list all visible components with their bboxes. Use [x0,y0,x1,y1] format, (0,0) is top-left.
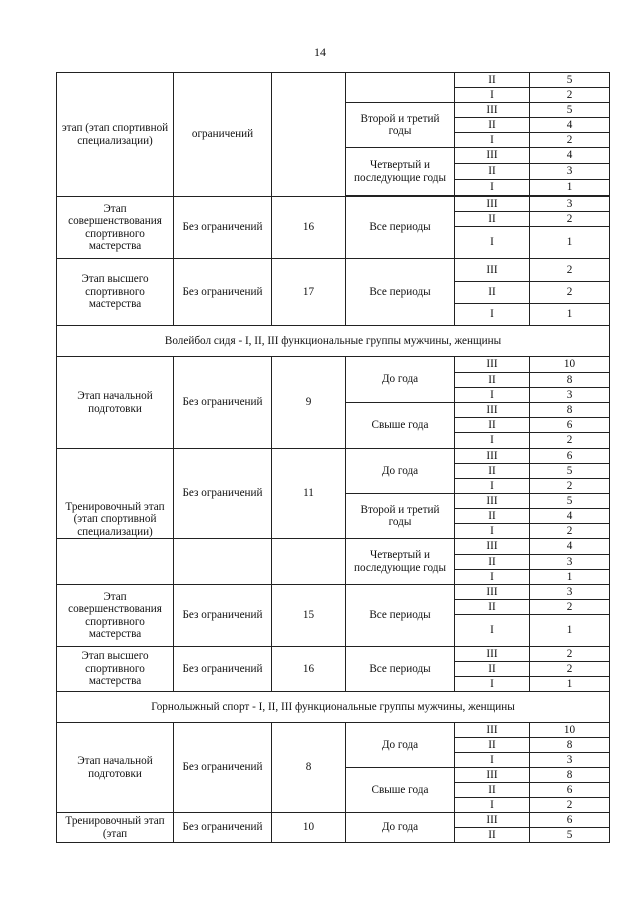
group-cell: III [455,449,530,464]
count-cell: 1 [530,570,610,585]
group-cell: II [455,828,530,843]
section-title-skiing: Горнолыжный спорт - I, II, III функциональные группы мужчины, женщины [57,692,610,723]
count-cell: 8 [530,403,610,418]
group-cell: II [455,164,530,180]
sports-stages-table [56,72,610,843]
stage-name-cell: Этап высшего спортивного мастерства [57,647,174,692]
group-cell: II [455,783,530,798]
table-row [57,813,610,828]
count-cell: 1 [530,227,610,259]
group-cell: II [455,509,530,524]
group-cell: I [455,524,530,539]
group-cell: II [455,418,530,433]
count-cell: 1 [530,304,610,326]
group-cell: III [455,197,530,212]
group-cell: III [455,357,530,373]
group-cell: II [455,555,530,570]
count-cell: 5 [530,464,610,479]
group-cell: II [455,738,530,753]
table-row [57,723,610,738]
period-cell: Все периоды [346,647,455,692]
group-cell: I [455,479,530,494]
count-cell: 10 [530,723,610,738]
group-cell: III [455,723,530,738]
count-cell: 5 [530,494,610,509]
group-cell: I [455,133,530,148]
period-cell: Четвертый и последующие годы [346,148,455,196]
count-cell: 2 [530,662,610,677]
group-cell: III [455,813,530,828]
age-limit-cell: Без ограничений [174,357,272,449]
min-age-cell: 16 [272,197,346,259]
period-cell: Свыше года [346,768,455,813]
min-age-cell: 15 [272,585,346,647]
count-cell: 8 [530,373,610,388]
group-cell: I [455,227,530,259]
group-cell: II [455,600,530,615]
group-cell: I [455,388,530,403]
min-age-cell: 8 [272,723,346,813]
age-limit-cell: Без ограничений [174,585,272,647]
count-cell: 5 [530,103,610,118]
table-row [57,357,610,373]
age-limit-cell: ограничений [174,73,272,197]
group-cell: II [455,282,530,304]
count-cell: 6 [530,449,610,464]
period-cell: Все периоды [346,585,455,647]
group-cell: II [455,73,530,88]
group-cell: III [455,148,530,164]
period-cell: До года [346,723,455,768]
group-cell: II [455,118,530,133]
group-cell: III [455,647,530,662]
count-cell: 2 [530,133,610,148]
min-age-cell: 17 [272,259,346,326]
age-limit-cell: Без ограничений [174,197,272,259]
min-age-cell: 10 [272,813,346,843]
age-limit-cell: Без ограничений [174,647,272,692]
period-cell: До года [346,813,455,843]
count-cell: 2 [530,433,610,449]
table-row [57,197,610,212]
group-cell: I [455,798,530,813]
table-row [57,585,610,600]
group-cell: II [455,464,530,479]
count-cell: 2 [530,647,610,662]
table-row [57,449,610,464]
section-header-row [57,326,610,357]
count-cell: 6 [530,418,610,433]
group-cell: I [455,677,530,692]
age-limit-cell: Без ограничений [174,259,272,326]
count-cell: 6 [530,813,610,828]
count-cell: 3 [530,388,610,403]
stage-name-cell: Тренировочный этап (этап [57,813,174,843]
stage-name-cell: Этап совершенствования спортивного мастерства [57,585,174,647]
period-cell: До года [346,449,455,494]
group-cell: I [455,570,530,585]
group-cell: I [455,753,530,768]
count-cell: 3 [530,197,610,212]
count-cell: 2 [530,600,610,615]
count-cell: 5 [530,73,610,88]
group-cell: III [455,103,530,118]
count-cell: 3 [530,585,610,600]
count-cell: 3 [530,753,610,768]
period-cell: Все периоды [346,259,455,326]
table-row [57,647,610,662]
age-limit-cell: Без ограничений [174,813,272,843]
group-cell: III [455,403,530,418]
table-row [57,73,610,88]
period-cell: Свыше года [346,403,455,449]
min-age-cell [272,73,346,197]
stage-name-cell: Этап высшего спортивного мастерства [57,259,174,326]
group-cell: I [455,615,530,647]
age-limit-cell: Без ограничений [174,723,272,813]
section-header-row [57,692,610,723]
count-cell: 8 [530,738,610,753]
group-cell: I [455,433,530,449]
count-cell: 1 [530,677,610,692]
count-cell: 2 [530,259,610,282]
min-age-cell [272,539,346,585]
count-cell: 10 [530,357,610,373]
group-cell: I [455,180,530,196]
stage-name-cell: этап (этап спортивной специализации) [57,73,174,197]
group-cell: II [455,212,530,227]
count-cell: 2 [530,479,610,494]
period-cell: Второй и третий годы [346,494,455,539]
count-cell: 6 [530,783,610,798]
min-age-cell: 11 [272,449,346,539]
stage-name-cell: Этап совершенствования спортивного мастерства [57,197,174,259]
group-cell: II [455,662,530,677]
group-cell: III [455,539,530,555]
count-cell: 4 [530,509,610,524]
min-age-cell: 16 [272,647,346,692]
stage-name-cell: Этап начальной подготовки [57,723,174,813]
period-cell: Второй и третий годы [346,103,455,148]
group-cell: III [455,585,530,600]
period-cell: Все периоды [346,197,455,259]
stage-name-cell: Этап начальной подготовки [57,357,174,449]
count-cell: 2 [530,88,610,103]
count-cell: 2 [530,282,610,304]
section-title-volleyball: Волейбол сидя - I, II, III функциональные группы мужчины, женщины [57,326,610,357]
min-age-cell: 9 [272,357,346,449]
count-cell: 2 [530,524,610,539]
count-cell: 2 [530,798,610,813]
page-number: 14 [314,45,326,59]
count-cell: 8 [530,768,610,783]
count-cell: 1 [530,180,610,196]
group-cell: I [455,88,530,103]
age-limit-cell [174,539,272,585]
group-cell: I [455,304,530,326]
group-cell: III [455,259,530,282]
age-limit-cell: Без ограничений [174,449,272,539]
count-cell: 4 [530,118,610,133]
table-row [57,259,610,282]
group-cell: III [455,768,530,783]
stage-name-cell: Тренировочный этап (этап спортивной специализации) [57,449,174,539]
period-cell: До года [346,357,455,403]
count-cell: 3 [530,555,610,570]
count-cell: 1 [530,615,610,647]
count-cell: 5 [530,828,610,843]
count-cell: 4 [530,148,610,164]
count-cell: 4 [530,539,610,555]
group-cell: II [455,373,530,388]
period-cell [346,73,455,103]
period-cell: Четвертый и последующие годы [346,539,455,585]
group-cell: III [455,494,530,509]
table-row [57,539,610,555]
stage-name-cell [57,539,174,585]
count-cell: 2 [530,212,610,227]
count-cell: 3 [530,164,610,180]
